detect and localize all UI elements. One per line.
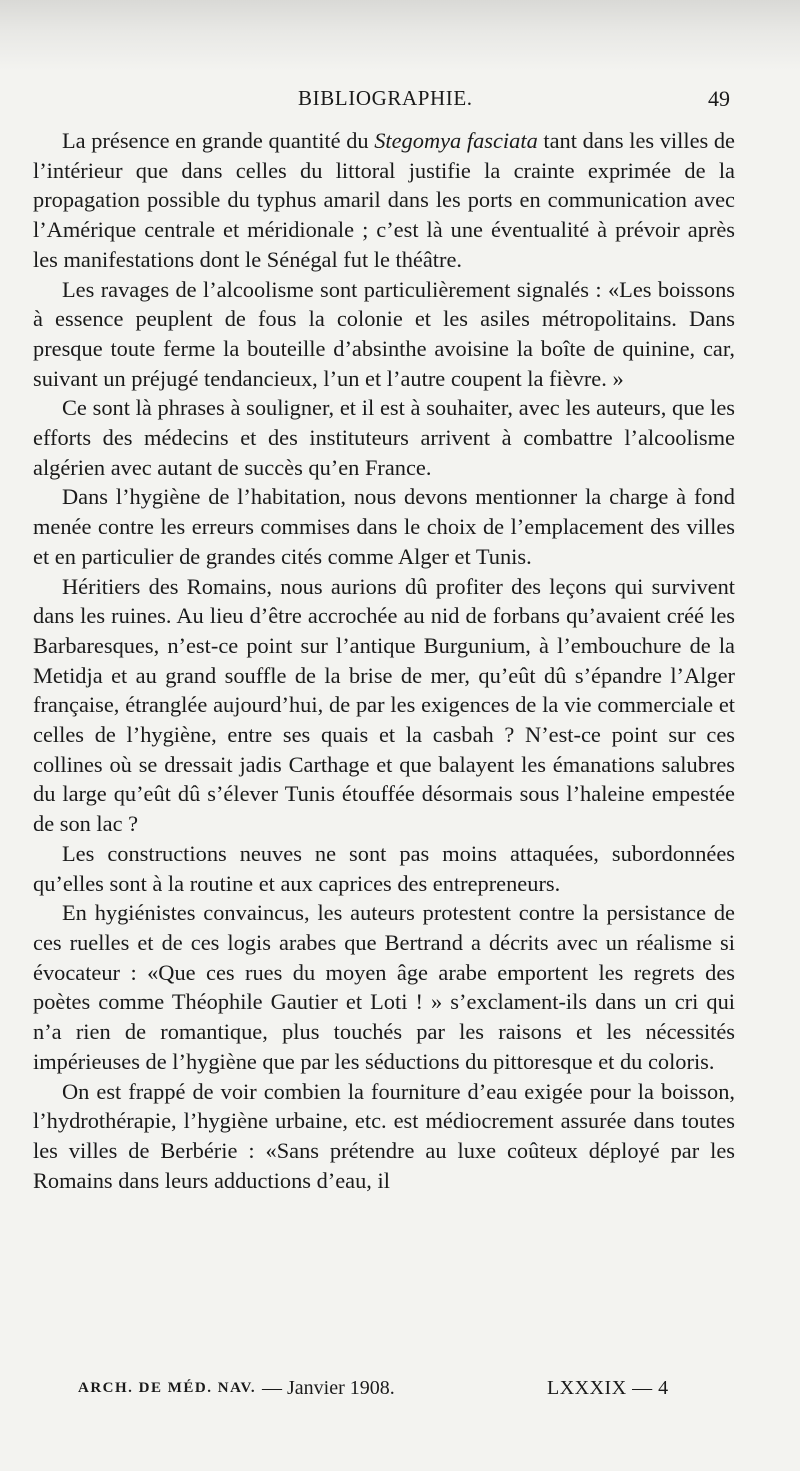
section-title: BIBLIOGRAPHIE. xyxy=(298,86,473,110)
footer-signature: LXXXIX — 4 xyxy=(547,1377,669,1399)
paragraph-8: On est frappé de voir combien la fourniture d’eau exigée pour la boisson, l’hydrothérapie, l’hygiène urbaine, etc. est médiocrement assurée dans toutes les villes de Berbérie : «Sans prétendre au luxe coûteux déployé par les Romains dans leurs adductions d’eau, il xyxy=(33,1078,735,1193)
page-footer xyxy=(0,1377,800,1410)
page-number: 49 xyxy=(708,86,730,111)
body-text xyxy=(33,126,735,1195)
page-top-shadow xyxy=(0,0,800,70)
paragraph-5: Héritiers des Romains, nous aurions dû profiter des leçons qui survivent dans les ruines. Au lieu d’être accrochée au nid de forbans qu’avaient créé les Barbaresques, n’est-ce point sur l’antique Burgunium, à l’embouchure de la Metidja et au grand souffle de la brise de mer, qu’eût dû s’épandre l’Alger française, étranglée aujourd’hui, de par les exigences de la vie commerciale et celles de l’hygiène, entre ses quais et la casbah ? N’est-ce point sur ces collines où se dressait jadis Carthage et que balayent les émanations salubres du large qu’eût dû s’élever Tunis étouffée désormais sous l’haleine empestée de son lac ? xyxy=(33,573,735,837)
footer-date: — Janvier 1908. xyxy=(262,1377,395,1399)
running-header xyxy=(0,86,800,116)
species-name: Stegomya fasciata xyxy=(374,128,538,153)
footer-journal: ARCH. DE MÉD. NAV. xyxy=(78,1380,257,1396)
paragraph-6: Les constructions neuves ne sont pas moins attaquées, subordonnées qu’elles sont à la routine et aux caprices des entrepreneurs. xyxy=(33,840,735,896)
paragraph-7: En hygiénistes convaincus, les auteurs protestent contre la persistance de ces ruelles et de ces logis arabes que Bertrand a décrits avec un réalisme si évocateur : «Que ces rues du moyen âge arabe emportent les regrets des poètes comme Théophile Gautier et Loti ! » s’exclament-ils dans un cri qui n’a rien de romantique, plus touchés par les raisons et les nécessités impérieuses de l’hygiène que par les séductions du pittoresque et du coloris. xyxy=(33,900,735,1074)
paragraph-1-before: La présence en grande quantité du xyxy=(62,128,375,153)
paragraph-1 xyxy=(33,126,735,275)
paragraph-4: Dans l’hygiène de l’habitation, nous devons mentionner la charge à fond menée contre les erreurs commises dans le choix de l’emplacement des villes et en particulier de grandes cités comme Alger et Tunis. xyxy=(33,484,735,569)
paragraph-2: Les ravages de l’alcoolisme sont particulièrement signalés : «Les boissons à essence peuplent de fous la colonie et les asiles métropolitains. Dans presque toute ferme la bouteille d’absinthe avoisine la boîte de quinine, car, suivant un préjugé tendancieux, l’un et l’autre coupent la fièvre. » xyxy=(33,276,735,391)
paragraph-1-after: tant dans les villes de l’intérieur que dans celles du littoral justifie la crainte exprimée de la propagation possible du typhus amaril dans les ports en communication avec l’Amérique centrale et méridionale ; c’est là une éventualité à prévoir après les manifestations dont le Sénégal fut le théâtre. xyxy=(33,128,735,272)
paragraph-3: Ce sont là phrases à souligner, et il est à souhaiter, avec les auteurs, que les efforts des médecins et des instituteurs arrivent à combattre l’alcoolisme algérien avec autant de succès qu’en France. xyxy=(33,395,735,480)
